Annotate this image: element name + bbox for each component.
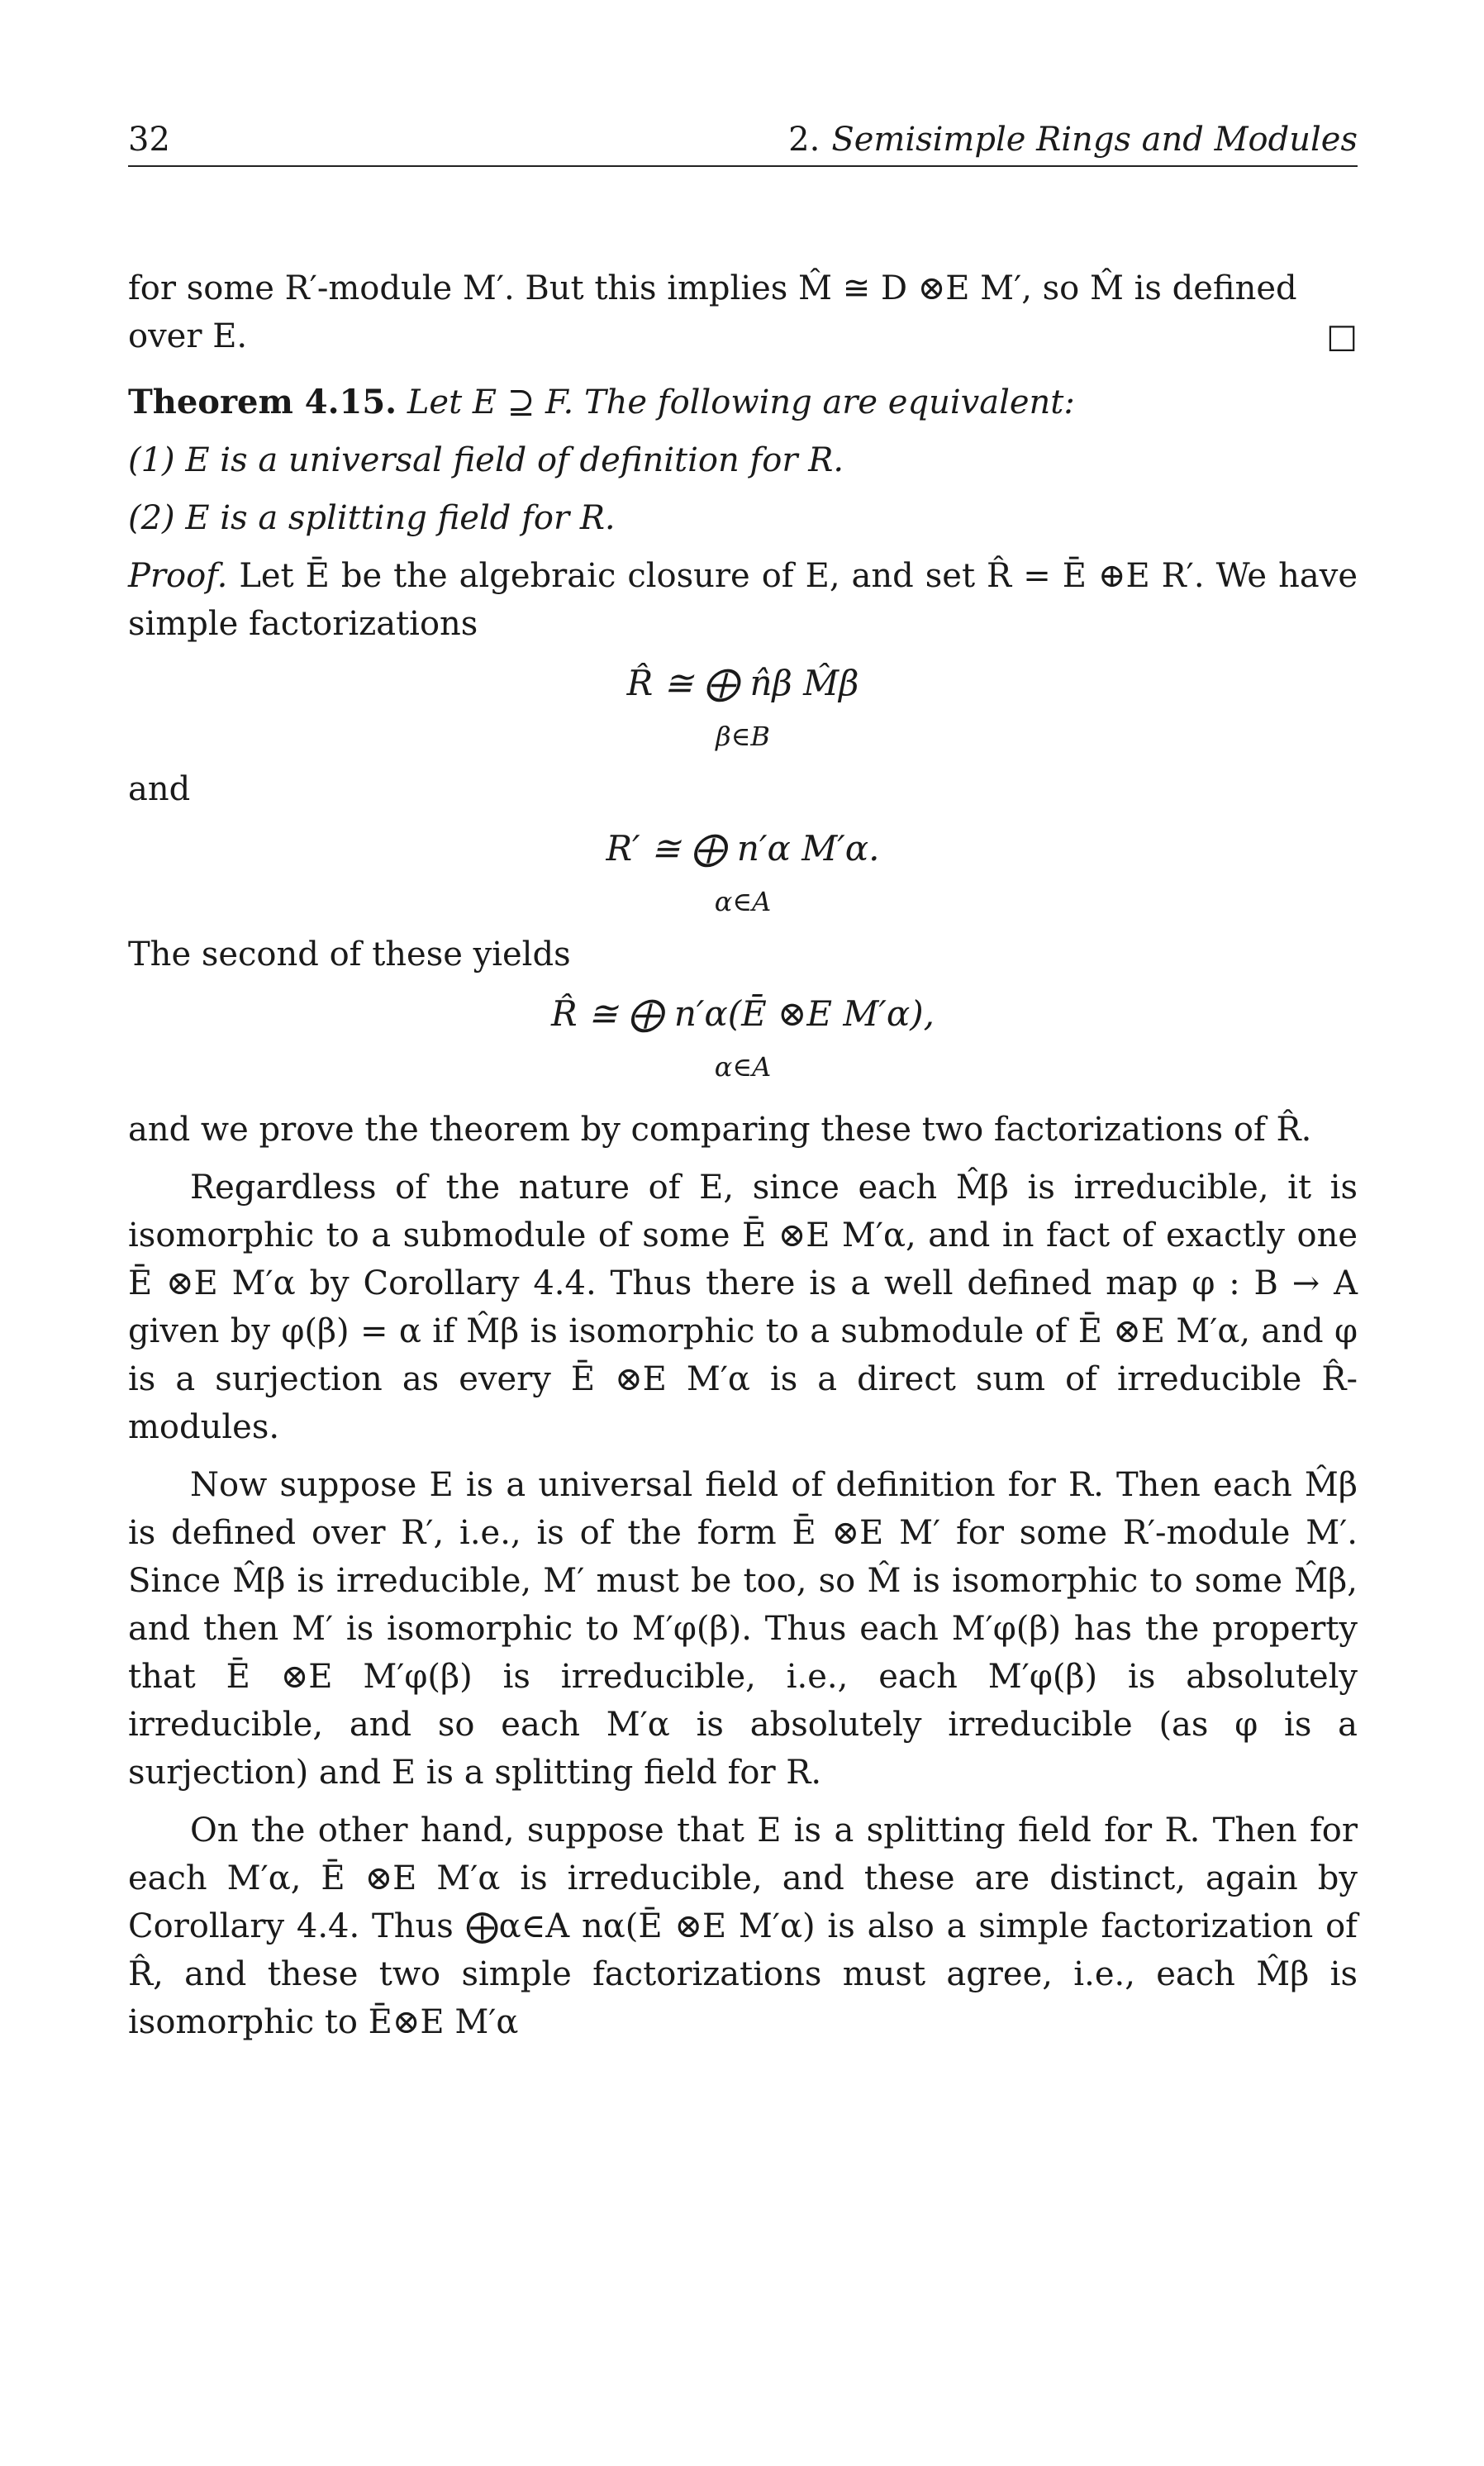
equation-1-index: β∈B bbox=[716, 721, 770, 752]
proof-label: Proof. bbox=[128, 557, 228, 595]
proof-intro bbox=[128, 552, 1358, 648]
equation-2 bbox=[128, 813, 1358, 931]
theorem-statement: Let E ⊇ F. The following are equivalent: bbox=[407, 383, 1075, 421]
theorem-item-1: (1) E is a universal field of definition for R. bbox=[128, 441, 844, 479]
running-title bbox=[788, 121, 1358, 159]
qed-symbol: □ bbox=[1326, 317, 1358, 355]
equation-1 bbox=[128, 648, 1358, 765]
page-number: 32 bbox=[128, 121, 170, 159]
paragraph-now-suppose: Now suppose E is a universal field of definition for R. Then each M̂β is defined over R′, i.e., is of the form Ē ⊗E M′ for some R′-module M′. Since M̂β is irreducible, M′ must be too, so M̂ is isomorphic to some M̂β, and then M′ is isomorphic to M′φ(β). Thus each M′φ(β) has the property that Ē ⊗E M′φ(β) is irreducible, i.e., each M′φ(β) is absolutely irreducible, and so each M′α is absolutely irreducible (as φ is a surjection) and E is a splitting field for R. bbox=[128, 1466, 1358, 1792]
equation-3 bbox=[128, 978, 1358, 1096]
continuation-line-2: over E. bbox=[128, 317, 248, 355]
equation-1-body: R̂ ≅ ⨁ n̂β M̂β bbox=[626, 663, 859, 703]
running-header bbox=[128, 116, 1358, 167]
page-body bbox=[128, 264, 1358, 2046]
and-word: and bbox=[128, 770, 191, 808]
paragraph-continuation bbox=[128, 264, 1358, 360]
theorem-label: Theorem 4.15. bbox=[128, 383, 397, 421]
paragraph-other-hand: On the other hand, suppose that E is a splitting field for R. Then for each M′α, Ē ⊗E M′α is irreducible, and these are distinct, again by Corollary 4.4. Thus ⨁α∈A nα(Ē ⊗E M′α) is also a simple factorization of R̂, and these two simple factorizations must agree, i.e., each M̂β is isomorphic to Ē⊗E M′α bbox=[128, 1811, 1358, 2041]
proof-intro-text: Let Ē be the algebraic closure of E, and set R̂ = Ē ⊕E R′. We have simple factorizations bbox=[128, 557, 1358, 643]
second-yields: The second of these yields bbox=[128, 935, 571, 974]
theorem-item-2: (2) E is a splitting field for R. bbox=[128, 499, 616, 537]
equation-2-body: R′ ≅ ⨁ n′α M′α. bbox=[606, 828, 880, 869]
continuation-line-1: for some R′-module M′. But this implies M̂ ≅ D ⊗E M′, so M̂ is defined bbox=[128, 269, 1297, 307]
equation-2-index: α∈A bbox=[714, 886, 772, 917]
compare-sentence: and we prove the theorem by comparing these two factorizations of R̂. bbox=[128, 1111, 1312, 1149]
equation-3-index: α∈A bbox=[714, 1051, 772, 1083]
theorem bbox=[128, 378, 1358, 426]
paragraph-regardless: Regardless of the nature of E, since each M̂β is irreducible, it is isomorphic to a submodule of some Ē ⊗E M′α, and in fact of exactly one Ē ⊗E M′α by Corollary 4.4. Thus there is a well defined map φ : B → A given by φ(β) = α if M̂β is isomorphic to a submodule of Ē ⊗E M′α, and φ is a surjection as every Ē ⊗E M′α is a direct sum of irreducible R̂-modules. bbox=[128, 1169, 1358, 1446]
section-number: 2. bbox=[788, 121, 820, 159]
equation-3-body: R̂ ≅ ⨁ n′α(Ē ⊗E M′α), bbox=[550, 993, 935, 1034]
section-title: Semisimple Rings and Modules bbox=[831, 121, 1358, 159]
